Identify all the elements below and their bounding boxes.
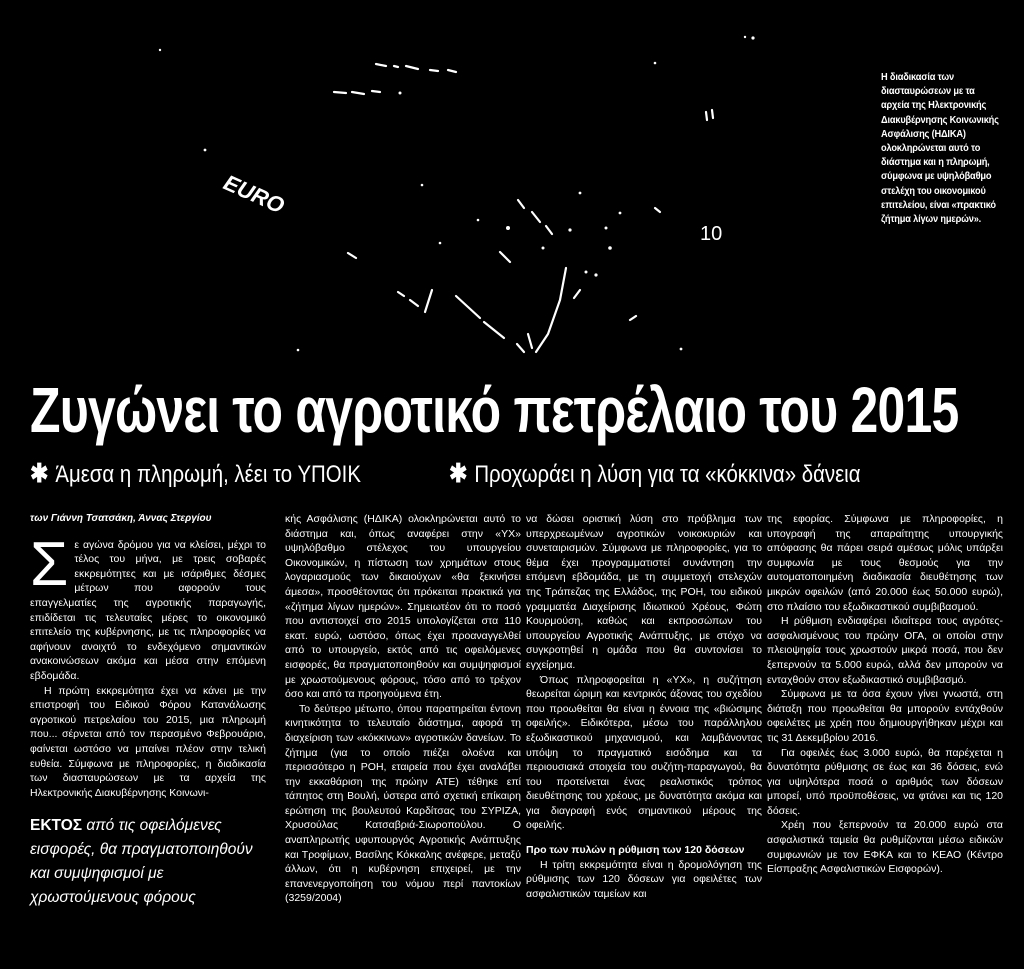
paragraph: Σύμφωνα με τα όσα έχουν γίνει γνωστά, στη διάταξη που προωθείται θα μπορούν εντάχθούν οφειλέτες με χρέη που δημιουργήθηκαν μέχρι και τις 31 Δεκεμβρίου 2016. bbox=[767, 688, 1003, 744]
article-column-3 bbox=[526, 512, 762, 901]
photo-illustration bbox=[0, 0, 1024, 370]
article-column-1 bbox=[30, 512, 266, 910]
paragraph: να δώσει οριστική λύση στο πρόβλημα των υπερχρεωμένων αγροτικών νοικοκυριών και συνεταιρισμών. Σύμφωνα με πληροφορίες, για το θέμα έχει προγραμματιστεί συνάντηση την επόμενη εβδομάδα, με τη συμμετοχή στελεχών της Τράπεζας της Ελλάδος, της ΡΟΗ, του ειδικού γραμματέα Διαχείρισης Ιδιωτικού Χρέους, Φώτη Κουρμούση, καθώς και εκπροσώπων του υπουργείου Αγροτικής Ανάπτυξης, με στόχο να συγκροτηθεί η ομάδα που θα συντονίσει το εγχείρημα. bbox=[526, 513, 762, 671]
paragraph: της εφορίας. Σύμφωνα με πληροφορίες, η υπογραφή της απαραίτητης υπουργικής απόφασης θα πάρει σειρά αμέσως μόλις υπάρξει συμφωνία με τους θεσμούς για την αυτοματοποιημένη διαδικασία διευθέτησης των μικρών οφειλών (από 20.000 έως 50.000 ευρώ), στο πλαίσιο του εξωδικαστικού συμβιβασμού. bbox=[767, 513, 1003, 613]
paragraph: Η ρύθμιση ενδιαφέρει ιδιαίτερα τους αγρότες-ασφαλισμένους του πρώην ΟΓΑ, οι οποίοι στην πλειοψηφία τους χρωστούν μικρά ποσά, που δεν ξεπερνούν τα 5.000 ευρώ, αλλά δεν μπορούν να ενταχθούν στον εξωδικαστικό συμβιβασμό. bbox=[767, 615, 1003, 686]
asterisk-icon: ✱ bbox=[449, 458, 468, 488]
subheadline-2 bbox=[449, 455, 861, 493]
subheadline-1-text: Άμεσα η πληρωμή, λέει το ΥΠΟΙΚ bbox=[55, 461, 361, 488]
paragraph: Χρέη που ξεπερνούν τα 20.000 ευρώ στα ασφαλιστικά ταμεία θα ρυθμίζονται μέσω ειδικών συμφωνιών με τον ΕΦΚΑ και το ΚΕΑΟ (Κέντρο Είσπραξης Ασφαλιστικών Εισφορών). bbox=[767, 819, 1003, 876]
photo-caption: Η διαδικασία των διασταυρώσεων με τα αρχεία της Ηλεκτρονικής Διακυβέρνησης Κοινωνικής Ασφάλισης (ΗΔΙΚΑ) ολοκληρώνεται αυτό το διάστημα και η πληρωμή, σύμφωνα με υψηλόβαθμο στελέχη του οικονομικού επιτελείου, είναι «πρακτικό ζήτημα λίγων ημερών». bbox=[881, 71, 999, 226]
subheadline-1 bbox=[30, 455, 361, 493]
lead-paragraph bbox=[30, 529, 266, 684]
paragraph: Το δεύτερο μέτωπο, όπου παρατηρείται έντονη κινητικότητα το τελευταίο διάστημα, αφορά τη διαχείριση των «κόκκινων» αγροτικών δανείων. Το ζήτημα (για το οποίο πιέζει ολοένα και περισσότερο η ΡΟΗ, εταιρεία που έχει αναλάβει την εκκαθάριση της πρώην ΑΤΕ) τέθηκε επί τάπητος στη Βουλή, ύστερα από σχετική επίκαιρη ερώτηση της βουλευτού Καρδίτσας του ΣΥΡΙΖΑ, Χρυσούλας Κατσαβριά-Σιωροπούλου. Ο αναπληρωτής υφυπουργός Αγροτικής Ανάπτυξης και Τροφίμων, Βασίλης Κόκκαλης ανέφερε, μεταξύ άλλων, ότι η κυβέρνηση επιχειρεί, με την επανενεργοποίηση του νόμου περί παντοκίων (3259/2004) bbox=[285, 702, 521, 905]
euro-text: EURO bbox=[219, 169, 289, 219]
byline: των Γιάννη Τσατσάκη, Άννας Στεργίου bbox=[30, 513, 212, 524]
subheadlines bbox=[30, 455, 1024, 491]
paragraph: Για οφειλές έως 3.000 ευρώ, θα παρέχεται η δυνατότητα ρύθμισης σε έως και 36 δόσεις, ενώ για υψηλότερα ποσά ο αριθμός των δόσεων μπορεί, υπό προϋποθέσεις, να φτάνει και τις 120 δόσεις. bbox=[767, 746, 1003, 817]
pull-quote bbox=[30, 814, 266, 910]
article-column-4 bbox=[767, 512, 1003, 877]
paragraph: Η τρίτη εκκρεμότητα είναι η δρομολόγηση της ρύθμισης των 120 δόσεων για οφειλέτες των ασφαλιστικών ταμείων και bbox=[526, 858, 762, 900]
headline: Ζυγώνει το αγροτικό πετρέλαιο του 2015 bbox=[30, 374, 959, 446]
section-subhead: Προ των πυλών η ρύθμιση των 120 δόσεων bbox=[526, 844, 745, 857]
paragraph: κής Ασφάλισης (ΗΔΙΚΑ) ολοκληρώνεται αυτό το διάστημα και, όπως αναφέρει στην «ΥΧ» υψηλόβαθμο στέλεχος του υπουργείου Οικονομικών, η πίστωση των χρημάτων στους λογαριασμούς των δικαιούχων «θα ξεκινήσει άμεσα», προσθέτοντας ότι πρόκειται πρακτικά για «ζήτημα λίγων ημερών». Σημειωτέον ότι το ποσό που αντιστοιχεί στο 2015 υπολογίζεται στα 110 εκατ. ευρώ, ωστόσο, όπως έχει προαναγγελθεί από το υπουργείο, εκτός από τις οφειλόμενες εισφορές, θα πραγματοποιηθούν και συμψηφισμοί με χρωστούμενους φόρους, τόσο από το τρέχον όσο και από τα προηγούμενα έτη. bbox=[285, 513, 521, 701]
drop-cap: Σ bbox=[30, 529, 69, 599]
article-column-2 bbox=[285, 512, 521, 906]
subheadline-2-text: Προχωράει η λύση για τα «κόκκινα» δάνεια bbox=[474, 461, 861, 488]
pull-quote-bold: ΕΚΤΟΣ bbox=[30, 817, 83, 835]
ten-text: 10 bbox=[700, 223, 723, 245]
lead-paragraph-text: ε αγώνα δρόμου για να κλείσει, μέχρι το τέλος του μήνα, με τρεις σοβαρές εκκρεμότητες και με ισάριθμες δέσμες μέτρων που αφορούν τους επαγγελματίες της αγροτικής παραγωγής, επιδίδεται τις τελευταίες μέρες το οικονομικό επιτελείο της κυβέρνησης, με τις πληροφορίες να αφήνουν ανοιχτό το ενδεχόμενο σημαντικών ανακοινώσεων ακόμα και μέσα στην επόμενη εβδομάδα. bbox=[30, 538, 266, 682]
paragraph: Όπως πληροφορείται η «ΥΧ», η συζήτηση θεωρείται ώριμη και κεντρικός άξονας του σχεδίου που προωθείται θα είναι η έννοια της «βιώσιμης οφειλής». Ειδικότερα, μέσω του παράλληλου εξωδικαστικού μηχανισμού, και λαμβάνοντας υπόψη το πραγματικό εισόδημα και τα περιουσιακά στοιχεία του συζήτη-παραγωγού, θα του προτείνεται ένας ρεαλιστικός τρόπος διευθέτησης του χρέους, με δυνατότητα ακόμα και για διαγραφή ενός σημαντικού μέρους της οφειλής. bbox=[526, 673, 762, 832]
pull-quote-text: από τις οφειλόμενες εισφορές, θα πραγματοποιηθούν και συμψηφισμοί με χρωστούμενους φόρους bbox=[30, 817, 253, 907]
paragraph: Η πρώτη εκκρεμότητα έχει να κάνει με την επιστροφή του Ειδικού Φόρου Κατανάλωσης αγροτικού πετρελαίου του 2015, μια πληρωμή που... σέρνεται από τον περασμένο Φεβρουάριο, φαίνεται ωστόσο να μπαίνει πλέον στην τελική ευθεία. Σύμφωνα με πληροφορίες, η διαδικασία των διασταυρώσεων με τα αρχεία της Ηλεκτρονικής Διακυβέρνησης Κοινωνι- bbox=[30, 684, 266, 799]
asterisk-icon: ✱ bbox=[30, 458, 49, 488]
